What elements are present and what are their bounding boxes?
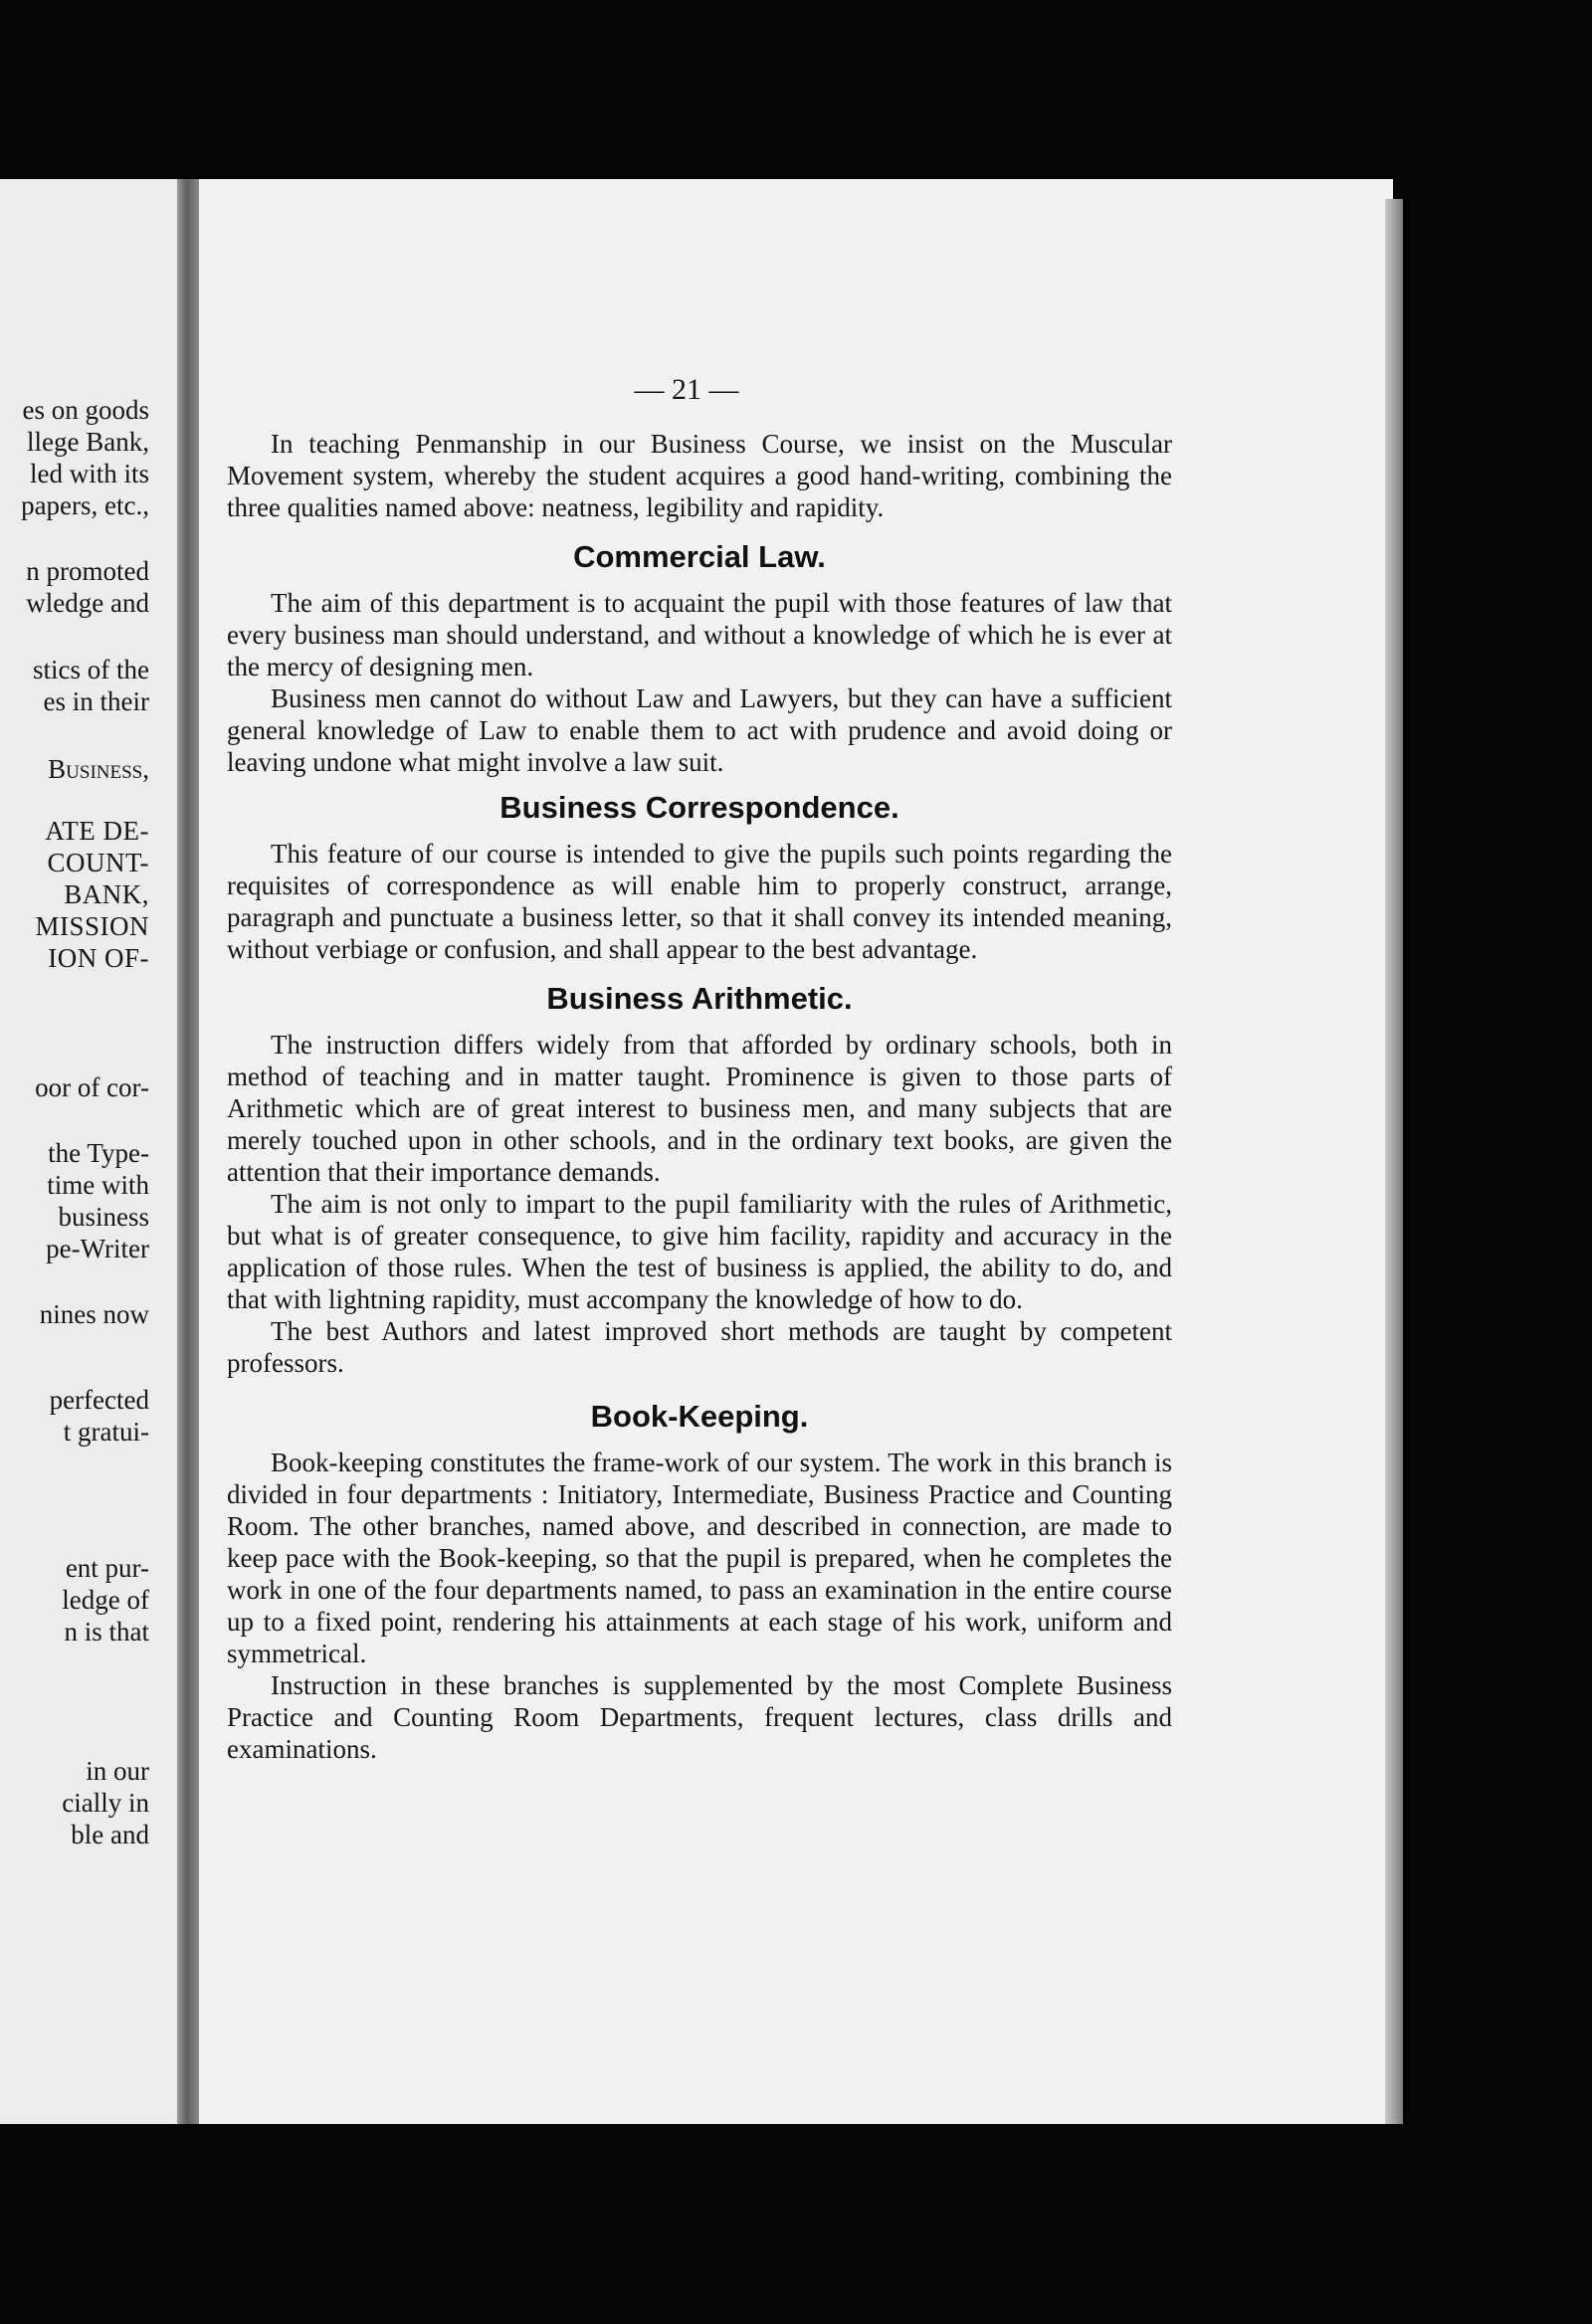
facing-page-line: nines now [39,1299,149,1329]
paragraph: The aim is not only to impart to the pupil familiarity with the rules of Arithmetic, but what is of greater consequence, to give him facility, rapidity and accuracy in the application of those rules. When the test of business is applied, the ability to do, and that with lightning rapidity, must accompany the knowledge of how to do. [227,1189,1172,1314]
facing-page-line: MISSION [35,911,149,941]
paragraph: Book-keeping constitutes the frame-work of our system. The work in this branch is divided in four departments : Initiatory, Intermediate, Business Practice and Counting Room. The other branches, named above, and described in connection, are made to keep pace with the Book-keeping, so that the pupil is prepared, when he completes the work in one of the four departments named, to pass an examination in the entire course up to a fixed point, rendering his attainments at each stage of his work, uniform and symmetrical. [227,1448,1172,1668]
page-body [227,428,1172,1765]
facing-page-line: es in their [43,686,149,716]
facing-page-line: ATE DE- [45,816,149,846]
facing-page-line: stics of the [33,655,149,684]
facing-page-line: ble and [71,1820,149,1849]
section-heading-commercial-law: Commercial Law. [573,539,826,574]
paragraph: The instruction differs widely from that afforded by ordinary schools, both in method of teaching and in matter taught. Prominence is given to those parts of Arithmetic which are of great interest to business men, and many subjects that are merely touched upon in other schools, and in the ordinary text books, are given the attention that their importance demands. [227,1030,1172,1187]
facing-page-line: in our [86,1756,149,1786]
facing-page-line: pe-Writer [46,1234,149,1263]
facing-page-line: t gratui- [63,1417,149,1447]
facing-page-line: time with [47,1170,149,1200]
book-gutter [177,179,199,2124]
facing-page-line: business [58,1202,149,1232]
facing-page-line: n promoted [26,556,149,586]
page-number: — 21 — [634,373,739,406]
section-heading-business-arithmetic: Business Arithmetic. [546,981,853,1016]
intro-paragraph: In teaching Penmanship in our Business Course, we insist on the Muscular Movement system, whereby the student acquires a good hand-writing, combining the three qualities named above: neatness, legibility and rapidity. [227,429,1172,522]
facing-page-line: the Type- [48,1138,149,1168]
facing-page-line: es on goods [22,395,149,425]
facing-page-line: ent pur- [65,1553,149,1583]
page-edge [1385,199,1403,2124]
facing-page-line: llege Bank, [27,427,149,457]
facing-page-line: ledge of [62,1585,149,1615]
paragraph: Business men cannot do without Law and Lawyers, but they can have a sufficient general knowledge of Law to enable them to act with prudence and avoid doing or leaving undone what might involve a law suit. [227,683,1172,777]
facing-page-line: Business, [48,754,149,784]
paragraph: The best Authors and latest improved short methods are taught by competent professors. [227,1316,1172,1378]
facing-page-line: ION OF- [48,943,149,973]
facing-page-line: BANK, [64,879,149,909]
facing-page-line: oor of cor- [35,1072,149,1102]
facing-page-line: cially in [62,1788,149,1818]
facing-page-line: n is that [64,1617,149,1646]
section-heading-business-correspondence: Business Correspondence. [499,790,899,825]
paragraph: This feature of our course is intended to give the pupils such points regarding the requisites of correspondence as will enable him to properly construct, arrange, paragraph and punctuate a business letter, so that it shall convey its intended meaning, without verbiage or confusion, and shall appear to the best advantage. [227,839,1172,964]
facing-page-line: COUNT- [47,848,149,877]
paragraph: The aim of this department is to acquaint the pupil with those features of law that every business man should understand, and without a knowledge of which he is ever at the mercy of designing men. [227,588,1172,681]
facing-page-line: perfected [49,1385,149,1415]
facing-page-line: papers, etc., [21,490,149,520]
paragraph: Instruction in these branches is supplemented by the most Complete Business Practice and Counting Room Departments, frequent lectures, class drills and examinations. [227,1670,1172,1764]
facing-page-line: wledge and [26,588,149,618]
section-heading-book-keeping: Book-Keeping. [590,1399,809,1434]
facing-page-line: led with its [30,459,149,488]
